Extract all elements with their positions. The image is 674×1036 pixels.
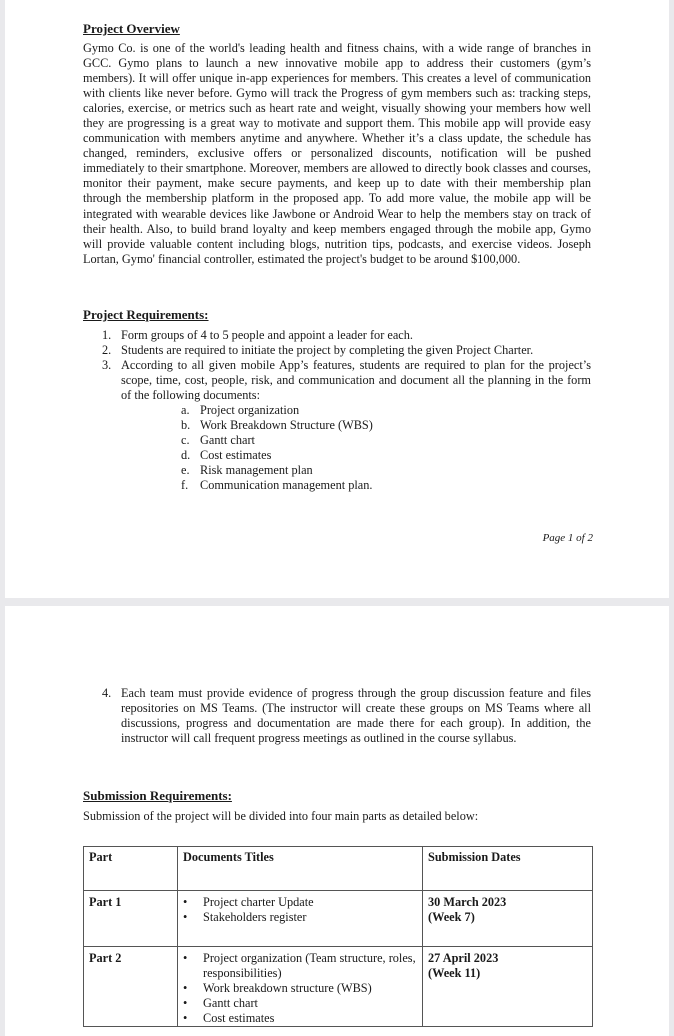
requirement-number: 3. [102, 358, 112, 372]
document-text: Project organization [200, 403, 300, 417]
document-letter: c. [181, 433, 190, 447]
submission-week: (Week 11) [428, 966, 481, 980]
project-requirements-heading: Project Requirements: [83, 307, 209, 322]
bullet-icon: • [183, 996, 188, 1010]
bullet-icon: • [183, 1011, 188, 1025]
document-page-1 [5, 0, 669, 598]
document-bullet-item [178, 951, 416, 981]
document-letter: e. [181, 463, 190, 477]
bullet-icon: • [183, 910, 188, 924]
document-title: Gantt chart [203, 996, 258, 1010]
dates-cell [423, 891, 593, 947]
document-title: Work breakdown structure (WBS) [203, 981, 372, 995]
column-header-part: Part [84, 847, 178, 891]
submission-table [83, 846, 593, 1027]
document-item [181, 433, 591, 448]
dates-cell [423, 947, 593, 1027]
submission-week: (Week 7) [428, 910, 475, 924]
column-header-documents: Documents Titles [178, 847, 423, 891]
document-item [181, 448, 591, 463]
submission-date: 30 March 2023 [428, 895, 507, 909]
document-text: Cost estimates [200, 448, 272, 462]
document-item [181, 403, 591, 418]
requirements-list [83, 328, 591, 493]
document-title: Cost estimates [203, 1011, 275, 1025]
document-title: Stakeholders register [203, 910, 307, 924]
document-item [181, 463, 591, 478]
requirement-item [83, 686, 591, 746]
document-text: Communication management plan. [200, 478, 373, 492]
table-row [84, 891, 593, 947]
documents-cell [178, 891, 423, 947]
document-letter: b. [181, 418, 191, 432]
document-text: Risk management plan [200, 463, 313, 477]
requirement-text: Form groups of 4 to 5 people and appoint a leader for each. [121, 328, 413, 342]
document-letter: f. [181, 478, 189, 492]
document-bullet-item [178, 996, 416, 1011]
document-bullet-item [178, 910, 416, 925]
page-number: Page 1 of 2 [542, 532, 593, 544]
document-letter: d. [181, 448, 191, 462]
part-cell: Part 1 [84, 891, 178, 947]
submission-date: 27 April 2023 [428, 951, 499, 965]
document-title: Project charter Update [203, 895, 314, 909]
requirement-number: 2. [102, 343, 112, 357]
requirement-item [83, 343, 591, 358]
submission-intro: Submission of the project will be divided into four main parts as detailed below: [83, 809, 479, 823]
project-overview-heading: Project Overview [83, 21, 180, 36]
documents-cell [178, 947, 423, 1027]
bullet-icon: • [183, 981, 188, 995]
requirements-list-continued [83, 686, 591, 746]
project-overview-text: Gymo Co. is one of the world's leading health and fitness chains, with a wide range of branches in GCC. Gymo plans to launch a new innovative mobile app to address their customers (gym’s members). It will offer unique in-app experiences for members. This creates a level of communication with clients like never before. Gymo will track the Progress of gym members such as: tracking steps, calories, exercise, or metrics such as heart rate and weight, visually showing your members how well they are progressing is a great way to motivate and support them. This mobile app will provide easy communication with members anytime and anywhere. Whether it’s a class update, the schedule has changed, reminders, exclusive offers or personalized discounts, notification will be pushed immediately to their smartphone. Moreover, members are allowed to directly book classes and courses, monitor their payment, make secure payments, and keep up to date with their membership plan through the membership platform in the proposed app. To add more value, the mobile app will be integrated with wearable devices like Jawbone or Android Wear to help the members stay on track of their health. Also, to build brand loyalty and keep members engaged through the mobile app, Gymo will provide valuable content including blogs, nutrition tips, podcasts, and exercise videos. Joseph Lortan, Gymo' financial controller, estimated the project's budget to be around $100,000. [83, 41, 591, 266]
table-header-row [84, 847, 593, 891]
requirement-number: 1. [102, 328, 112, 342]
table-row [84, 947, 593, 1027]
column-header-dates: Submission Dates [423, 847, 593, 891]
document-text: Gantt chart [200, 433, 255, 447]
bullet-icon: • [183, 951, 188, 965]
part-cell: Part 2 [84, 947, 178, 1027]
document-item [181, 478, 591, 493]
document-page-2 [5, 606, 669, 1036]
bullet-icon: • [183, 895, 188, 909]
document-text: Work Breakdown Structure (WBS) [200, 418, 373, 432]
document-letter: a. [181, 403, 190, 417]
submission-requirements-heading: Submission Requirements: [83, 788, 232, 803]
document-item [181, 418, 591, 433]
requirement-text: Each team must provide evidence of progress through the group discussion feature and files repositories on MS Teams. (The instructor will create these groups on MS Teams where all discussions, progress and documentation are made there for each group). In addition, the instructor will call frequent progress meetings as outlined in the course syllabus. [121, 686, 591, 745]
requirement-text: According to all given mobile App’s features, students are required to plan for the project’s scope, time, cost, people, risk, and communication and document all the planning in the form of the following documents: [121, 358, 591, 402]
requirement-number: 4. [102, 686, 112, 700]
planning-documents-list [181, 403, 591, 493]
document-bullet-item [178, 981, 416, 996]
requirement-text: Students are required to initiate the project by completing the given Project Charter. [121, 343, 534, 357]
requirement-item [83, 328, 591, 343]
requirement-item [83, 358, 591, 493]
document-title: Project organization (Team structure, roles, responsibilities) [203, 951, 416, 980]
document-bullet-item [178, 895, 416, 910]
